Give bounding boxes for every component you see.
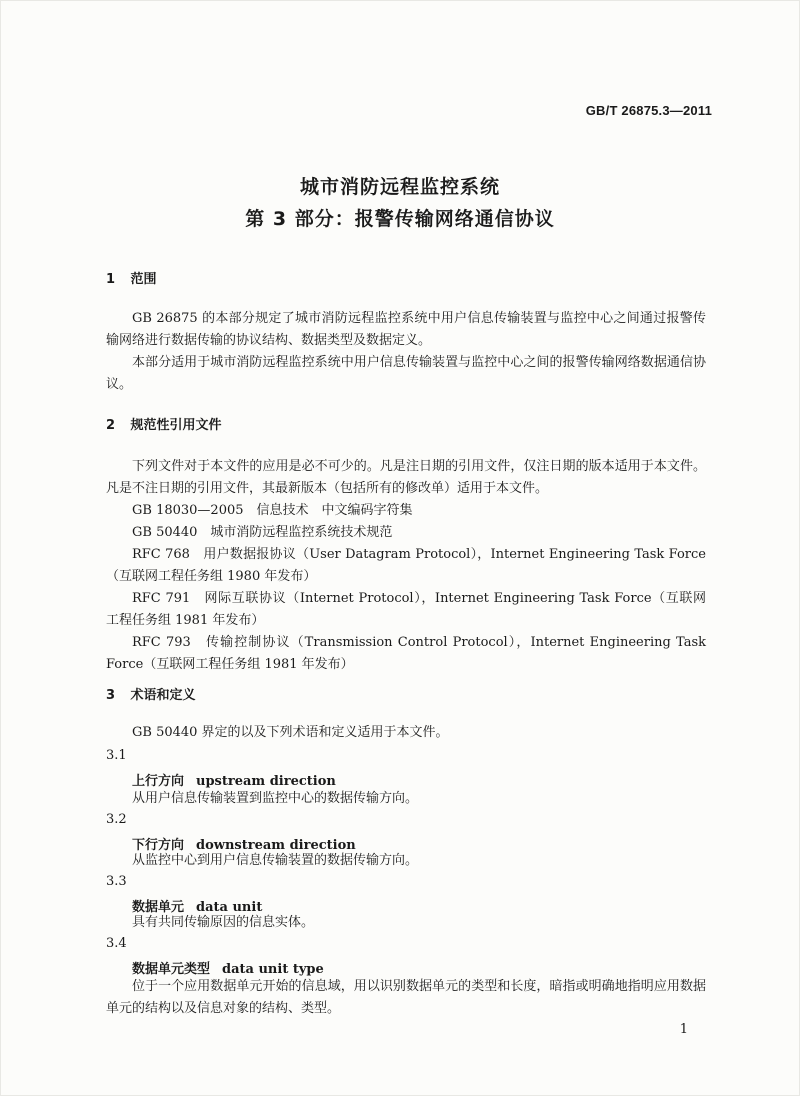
document-title-part: 第 3 部分：报警传输网络通信协议 — [245, 208, 555, 230]
scope-paragraph-1: GB 26875 的本部分规定了城市消防远程监控系统中用户信息传输装置与监控中心之间通过报警传输网络进行数据传输的协议结构、数据类型及数据定义。 — [106, 311, 706, 348]
scope-paragraph-2: 本部分适用于城市消防远程监控系统中用户信息传输装置与监控中心之间的报警传输网络数据通信协议。 — [106, 355, 706, 392]
standard-code: GB/T 26875.3—2011 — [585, 103, 712, 118]
term-zh: 数据单元类型 — [132, 962, 211, 977]
term-definition: 从监控中心到用户信息传输装置的数据传输方向。 — [132, 853, 419, 868]
section-title: 范围 — [130, 272, 157, 287]
term-en: data unit — [196, 900, 263, 915]
term-heading — [132, 958, 324, 977]
reference-item: GB 50440 城市消防远程监控系统技术规范 — [132, 525, 393, 540]
term-number: 3.1 — [106, 748, 127, 763]
section-title: 规范性引用文件 — [130, 418, 222, 433]
terms-intro: GB 50440 界定的以及下列术语和定义适用于本文件。 — [132, 725, 449, 740]
section-heading-normative-references — [106, 414, 222, 433]
section-heading-scope — [106, 268, 157, 287]
references-intro: 下列文件对于本文件的应用是必不可少的。凡是注日期的引用文件，仅注日期的版本适用于本文件。凡是不注日期的引用文件，其最新版本（包括所有的修改单）适用于本文件。 — [106, 459, 706, 496]
section-heading-terms-definitions — [106, 684, 196, 703]
reference-item: RFC 768 用户数据报协议（User Datagram Protocol），Internet Engineering Task Force（互联网工程任务组 1980 年发布） — [106, 547, 706, 584]
term-en: downstream direction — [196, 838, 356, 853]
term-definition: 具有共同传输原因的信息实体。 — [132, 915, 315, 930]
term-zh: 数据单元 — [132, 900, 185, 915]
term-zh: 下行方向 — [132, 838, 185, 853]
section-number: 1 — [106, 272, 116, 287]
reference-item: RFC 793 传输控制协议（Transmission Control Protocol），Internet Engineering Task Force（互联网工程任务组 1981 年发布） — [106, 635, 706, 672]
term-definition: 从用户信息传输装置到监控中心的数据传输方向。 — [132, 791, 419, 806]
term-number: 3.3 — [106, 874, 127, 889]
term-en: upstream direction — [196, 774, 336, 789]
term-definition: 位于一个应用数据单元开始的信息域，用以识别数据单元的类型和长度，暗指或明确地指明应用数据单元的结构以及信息对象的结构、类型。 — [106, 979, 706, 1016]
term-zh: 上行方向 — [132, 774, 185, 789]
section-number: 3 — [106, 688, 116, 703]
reference-item: GB 18030—2005 信息技术 中文编码字符集 — [132, 503, 413, 518]
term-heading — [132, 770, 336, 789]
document-title-main: 城市消防远程监控系统 — [299, 176, 500, 198]
term-number: 3.2 — [106, 812, 127, 827]
reference-item: RFC 791 网际互联协议（Internet Protocol），Internet Engineering Task Force（互联网工程任务组 1981 年发布） — [106, 591, 706, 628]
section-number: 2 — [106, 418, 116, 433]
term-en: data unit type — [222, 962, 324, 977]
section-title: 术语和定义 — [130, 688, 196, 703]
page-number: 1 — [679, 1022, 688, 1037]
term-number: 3.4 — [106, 936, 127, 951]
